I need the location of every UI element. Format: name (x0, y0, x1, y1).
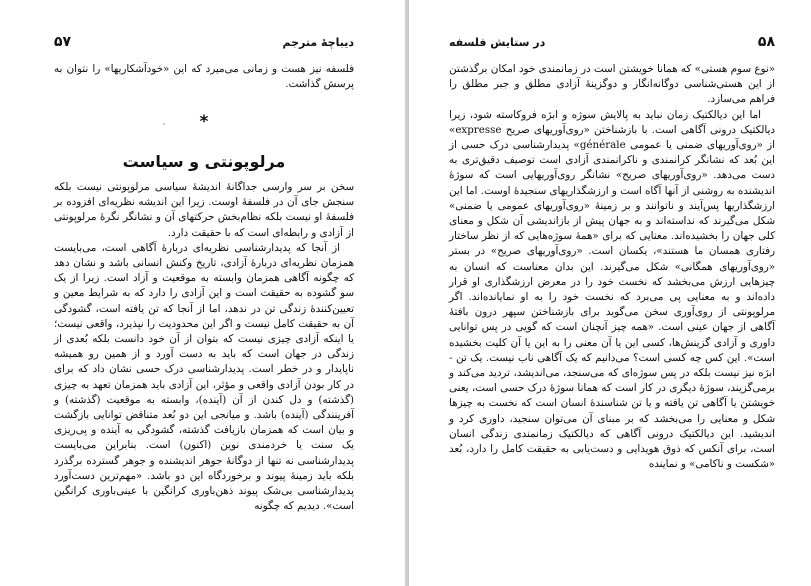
right-page (408, 0, 811, 586)
right-body-text (449, 62, 775, 472)
section-title: مرلوپونتی و سیاست (122, 152, 286, 171)
left-body-text (54, 180, 354, 514)
left-top-text (54, 62, 354, 92)
left-top-paragraph: فلسفه نیز هست و زمانی می‌میرد که این «خودآشکاریها» را نتوان به پرسش گذاشت. (54, 63, 354, 91)
left-paragraph-2: از آنجا که پدیدارشناسی نظریه‌ای دربارهٔ آگاهی است، می‌بایست همزمان نظریه‌ای دربارهٔ آزادی، تاریخ وکنش انسانی باشد و نشان دهد که چگونه آگاهی همزمان وابسته به موقعیت و آزاد است. زیرا از یک سو گشوده به حقیقت است و این آزادی را دارد که به شرایط معین و تعیین‌کنندهٔ زندگی تن در ندهد، اما از آنجا که تن یافته است، گشودگی آن به حقیقت کامل نیست و اگر این محدودیت را نپذیرد، واقعی نیست؛ یا اینکه آزادی چیزی نیست که بتوان از آن خود دانست بلکه بُعدی از زندگی در جهان است که باید به دست آورد و از همین رو همیشه ناپایدار و در خطر است. پدیدارشناسی درک حسی نشان داد که برای در کار بودن آزادی واقعی و مؤثر، این آزادی باید همزمان تعهد به چیزی (گذشته) و دل کندن از آن (آینده)، وابسته به موقعیت (گذشته) و آفرینندگی (آینده) باشد. و میانجی این دو بُعد متناقض توانایی بازگشت و بیان است که همزمان بازیافت گذشته، گشودگی به آینده و پی‌ریزی یک سنت یا خردمندی نوین (اکنون) است. بنابراین می‌بایست پدیدارشناسی نه تنها از دوگانهٔ جوهر اندیشنده و جوهر گسترده برگذرد بلکه باید زمینهٔ پیوند و برخوردگاه این دو باشد. «مهم‌ترین دست‌آورد پدیدارشناسی بی‌شک پیوند ذهن‌باوری کرانگین با عینی‌باوری کرانگین است». دیدیم که چگونه (54, 241, 354, 513)
left-paragraph-1: سخن بر سر وارسی جداگانهٔ اندیشهٔ سیاسی مرلوپونتی نیست بلکه سنجش جای آن در فلسفهٔ اوست. زیرا این اندیشه نظریه‌ای افزوده بر فلسفهٔ او نیست بلکه نظام‌بخش حرکتهای آن و نشانگر نگرهٔ مرلوپونتی از آزادی و رابطه‌ای است که با حقیقت دارد. (54, 181, 354, 239)
right-running-head (449, 34, 775, 54)
right-paragraph-2: اما این دیالکتیک زمان نباید به پالایش سوژه و ابژه فروکاسته شود، زیرا دیالکتیک درونی آگاهی است. با بازشناختن «روی‌آوریهای صریح expresse» از «روی‌آوریهای ضمنی یا عمومی générale» پدیدارشناسی درک حسی از این بُعد که نشانگر کرانمندی و ناکرانمندی آزادی است توصیف دقیق‌تری به دست می‌دهد. «روی‌آوریهای صریح» نشانگر روی‌آوریهایی است که سوژهٔ اندیشنده به روشنی از آنها آگاه است و ارزشگذاریهای سنجیدهٔ اوست. اما این ارزشگذاریها پس‌آیند و ناتوانند و بر زمینهٔ «روی‌آوریهای عمومی یا ضمنی» شکل می‌گیرند که نداسته‌اند و به جهان پیش از بازاندیشی آن شکل و معنای کلی جهان را بخشیده‌اند. معنایی که برای «همهٔ سوژه‌هایی که از نظر ساختار رفتاری همسان ما هستند»، یکسان است. «روی‌آوریهای صریح» در بستر «روی‌آوریهای همگانی» شکل می‌گیرند. این بدان معناست که انسان به چیزهایی ارزش می‌بخشد که نخست خود را در معرض ارزشگذاری او قرار داده‌اند و به معنایی پی می‌برد که نخست خود را به او نمایانده‌اند. اگر مرلوپونتی از روی‌آوری سخن می‌گوید برای بازشناختن سپهر درون بافتهٔ آگاهی از جهان عینی است. «همه چیز آنچنان است که گویی در پس توانایی داوری و آزادی گزینش‌ها، کسی این یا آن معنی را به این یا آن کلیت بخشیده است». این کس چه کسی است؟ می‌دانیم که یک آگاهی ناب نیست. یک تن - ابژه نیز نیست بلکه در پس سوژه‌ای که می‌سنجد، می‌اندیشد، تردید می‌کند و برمی‌گزیند، سوژهٔ دیگری در کار است که همانا سوژهٔ درک حسی است، یعنی خویشتن یا آگاهی تن یافته و یا تن شناسندهٔ انسان است که نخست به چیزها شکل و معنایی را می‌بخشد که بر مبنای آن می‌توان سنجید، داوری کرد و اندیشید. این دیالکتیک درونی آگاهی که دیالکتیک زمانمندی زندگی انسان است، برای آنکس که ذوق هویدایی و دست‌یابی به حقیقت کامل را دارد، بُعد «شکست و ناکامی» و نماینده (449, 108, 775, 471)
right-page-number: ۵۸ (757, 34, 775, 50)
left-running-title: دیباچهٔ مترجم (282, 36, 354, 49)
right-running-title: در ستایش فلسفه (449, 36, 546, 49)
left-running-head (54, 34, 354, 54)
left-page-number: ۵۷ (54, 34, 72, 50)
section-separator: * (199, 112, 209, 132)
right-paragraph-1: «نوع سوم هستی» که همانا خویشتن است در زمانمندی خود امکان برگذشتن از این هستی‌شناسی دوگانه‌انگار و دوگزینهٔ آزادی مطلق و جبر مطلق را فراهم می‌سازد. (449, 63, 775, 106)
